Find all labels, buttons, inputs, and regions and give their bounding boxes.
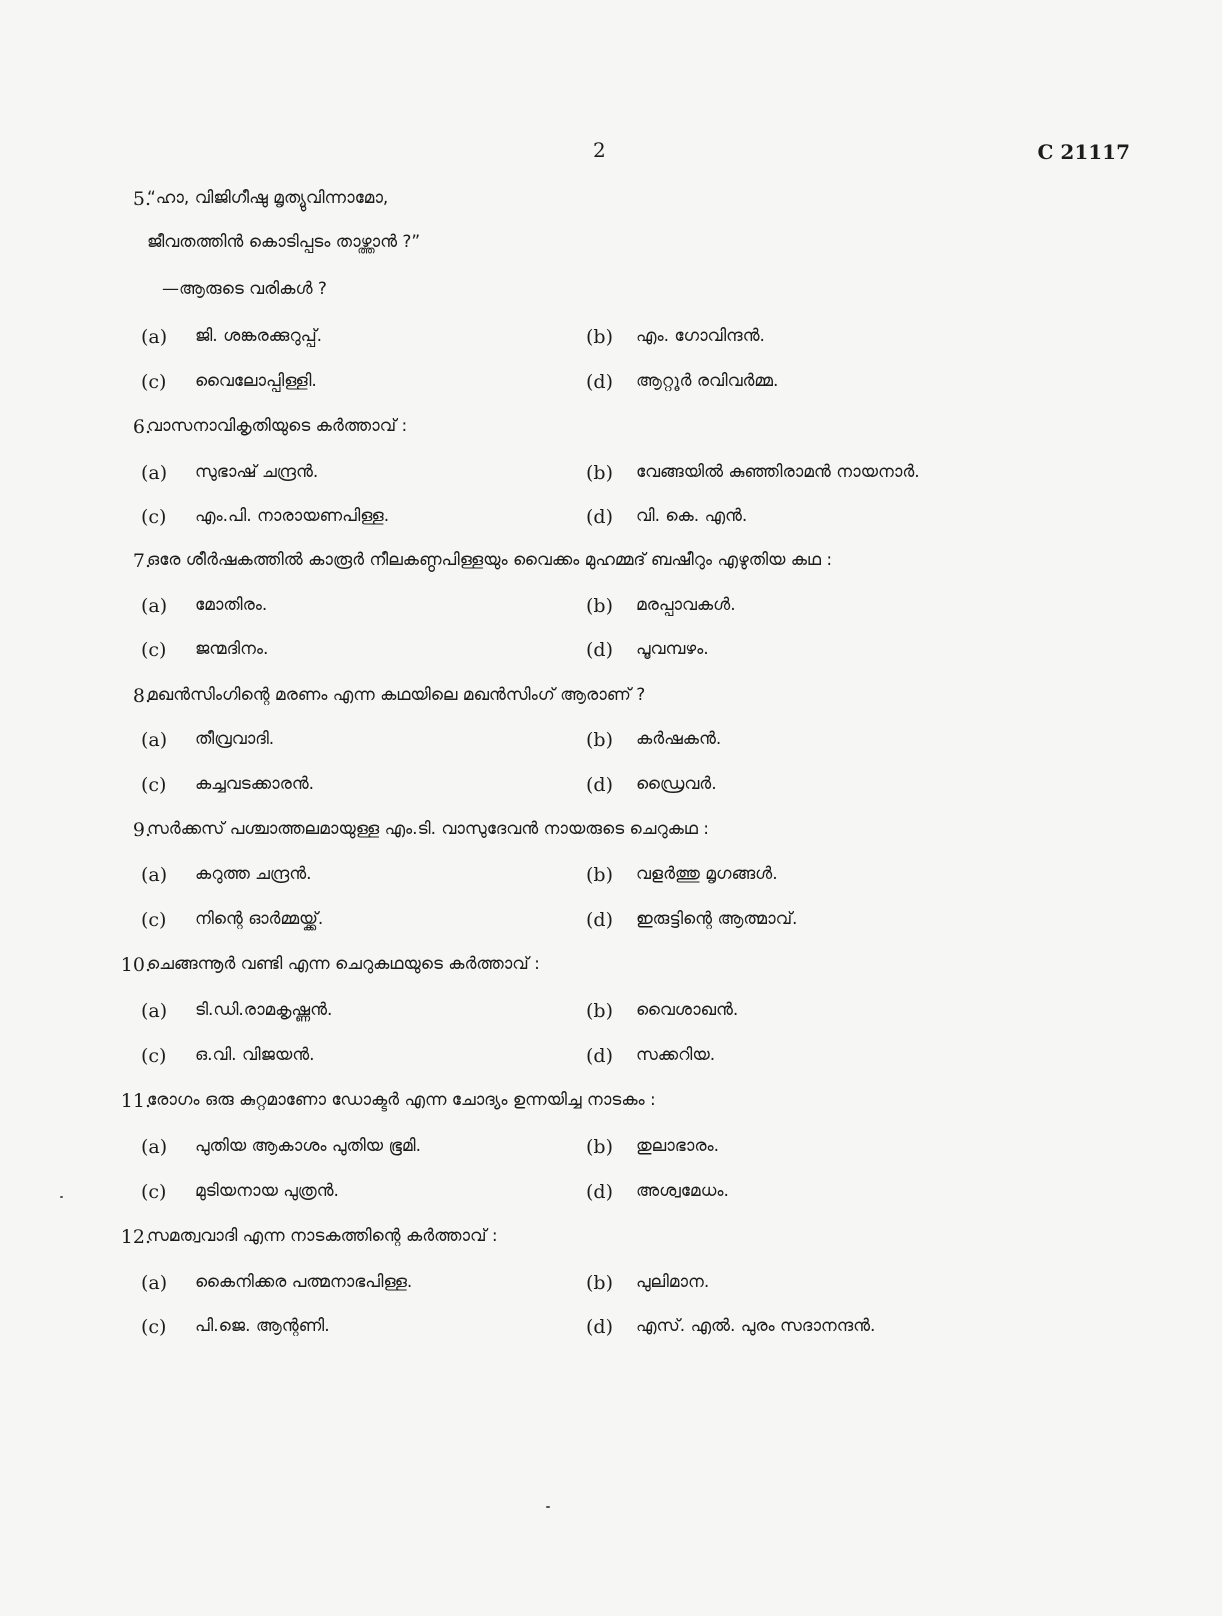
option-letter: (a)	[141, 1000, 168, 1022]
option-letter: (c)	[141, 639, 167, 661]
option-text: കൈനിക്കര പത്മനാഭപിള്ള.	[195, 1272, 413, 1292]
option-text: നിന്റെ ഓർമ്മയ്ക്ക്.	[195, 909, 324, 929]
option-text: വളർത്തു മൃഗങ്ങൾ.	[636, 864, 778, 884]
option-text: ടി.ഡി.രാമകൃഷ്ണൻ.	[195, 1000, 333, 1020]
option-text: വേങ്ങയിൽ കുഞ്ഞിരാമൻ നായനാർ.	[636, 462, 920, 482]
question-number: 12.	[120, 1226, 151, 1248]
option-letter: (d)	[586, 1181, 613, 1203]
option-letter: (c)	[141, 774, 167, 796]
option-text: കർഷകൻ.	[636, 729, 722, 749]
option-text: ഡ്രൈവർ.	[636, 774, 717, 794]
option-text: ഒ.വി. വിജയൻ.	[195, 1045, 315, 1065]
option-letter: (a)	[141, 864, 168, 886]
question-number: 7.	[132, 550, 151, 572]
option-letter: (a)	[141, 326, 168, 348]
option-text: സക്കറിയ.	[636, 1045, 716, 1065]
option-letter: (d)	[586, 774, 613, 796]
option-text: കറുത്ത ചന്ദ്രൻ.	[195, 864, 312, 884]
option-letter: (c)	[141, 506, 167, 528]
page-number: 2	[593, 138, 606, 162]
question-text-line: ഒരേ ശീർഷകത്തിൽ കാരൂർ നീലകണ്ഠപിള്ളയും വൈക്കം മുഹമ്മദ് ബഷീറും എഴുതിയ കഥ :	[147, 550, 833, 570]
question-text-line: “ഹാ, വിജിഗീഷു മൃത്യുവിന്നാമോ,	[147, 188, 389, 208]
paper-code: C 21117	[1037, 140, 1130, 164]
option-text: ജന്മദിനം.	[195, 639, 269, 659]
question-text-line: ചെങ്ങന്നൂർ വണ്ടി എന്ന ചെറുകഥയുടെ കർത്താവ് :	[147, 954, 540, 974]
option-text: ആറ്റൂർ രവിവർമ്മ.	[636, 371, 779, 391]
option-text: പുലിമാന.	[636, 1272, 710, 1292]
question-text-line: രോഗം ഒരു കുറ്റമാണോ ഡോക്ടർ എന്ന ചോദ്യം ഉന്നയിച്ച നാടകം :	[147, 1090, 656, 1110]
option-text: അശ്വമേധം.	[636, 1181, 729, 1201]
option-text: എം.പി. നാരായണപിള്ള.	[195, 506, 390, 526]
option-letter: (a)	[141, 729, 168, 751]
option-text: തുലാഭാരം.	[636, 1136, 720, 1156]
option-text: കച്ചവടക്കാരൻ.	[195, 774, 315, 794]
question-text-line: ജീവതത്തിൻ കൊടിപ്പടം താഴ്ത്താൻ ?”	[147, 232, 421, 252]
question-number: 6.	[132, 416, 151, 438]
option-text: മുടിയനായ പുത്രൻ.	[195, 1181, 339, 1201]
option-text: മോതിരം.	[195, 595, 268, 615]
option-text: പി.ജെ. ആന്റണി.	[195, 1316, 330, 1336]
question-text-line: —ആരുടെ വരികൾ ?	[162, 279, 327, 299]
option-text: എം. ഗോവിന്ദൻ.	[636, 326, 765, 346]
option-letter: (c)	[141, 1181, 167, 1203]
option-letter: (b)	[586, 595, 613, 617]
option-letter: (d)	[586, 371, 613, 393]
option-letter: (d)	[586, 1316, 613, 1338]
option-text: മരപ്പാവകൾ.	[636, 595, 736, 615]
question-number: 8.	[132, 685, 151, 707]
question-text-line: മഖൻസിംഗിന്റെ മരണം എന്ന കഥയിലെ മഖൻസിംഗ് ആരാണ് ?	[147, 685, 646, 705]
question-text-line: വാസനാവികൃതിയുടെ കർത്താവ് :	[147, 416, 408, 436]
option-letter: (a)	[141, 1272, 168, 1294]
question-number: 5.	[132, 188, 151, 210]
option-letter: (c)	[141, 1045, 167, 1067]
option-text: പുതിയ ആകാശം പുതിയ ഭൂമി.	[195, 1136, 421, 1156]
option-letter: (b)	[586, 1272, 613, 1294]
question-number: 11.	[120, 1090, 151, 1112]
option-letter: (b)	[586, 1136, 613, 1158]
option-letter: (d)	[586, 639, 613, 661]
option-text: ജി. ശങ്കരക്കുറുപ്പ്.	[195, 326, 323, 346]
option-text: വി. കെ. എൻ.	[636, 506, 748, 526]
option-letter: (b)	[586, 729, 613, 751]
option-text: വൈശാഖൻ.	[636, 1000, 739, 1020]
option-letter: (b)	[586, 864, 613, 886]
option-text: തീവ്രവാദി.	[195, 729, 275, 749]
question-text-line: സർക്കസ് പശ്ചാത്തലമായുള്ള എം.ടി. വാസുദേവൻ നായരുടെ ചെറുകഥ :	[147, 819, 709, 839]
option-letter: (b)	[586, 326, 613, 348]
option-letter: (d)	[586, 1045, 613, 1067]
question-text-line: സമത്വവാദി എന്ന നാടകത്തിന്റെ കർത്താവ് :	[147, 1226, 498, 1246]
option-text: എസ്. എൽ. പുരം സദാനന്ദൻ.	[636, 1316, 876, 1336]
option-text: വൈലോപ്പിള്ളി.	[195, 371, 317, 391]
option-text: സുഭാഷ് ചന്ദ്രൻ.	[195, 462, 319, 482]
scan-speck	[546, 1506, 550, 1508]
question-number: 9.	[132, 819, 151, 841]
question-number: 10.	[120, 954, 151, 976]
option-letter: (b)	[586, 1000, 613, 1022]
option-letter: (a)	[141, 1136, 168, 1158]
option-letter: (c)	[141, 909, 167, 931]
option-letter: (d)	[586, 506, 613, 528]
option-text: ഇരുട്ടിന്റെ ആത്മാവ്.	[636, 909, 798, 929]
option-letter: (d)	[586, 909, 613, 931]
option-text: പൂവമ്പഴം.	[636, 639, 709, 659]
option-letter: (a)	[141, 462, 168, 484]
scan-speck	[60, 1196, 63, 1198]
option-letter: (a)	[141, 595, 168, 617]
option-letter: (c)	[141, 1316, 167, 1338]
option-letter: (c)	[141, 371, 167, 393]
option-letter: (b)	[586, 462, 613, 484]
